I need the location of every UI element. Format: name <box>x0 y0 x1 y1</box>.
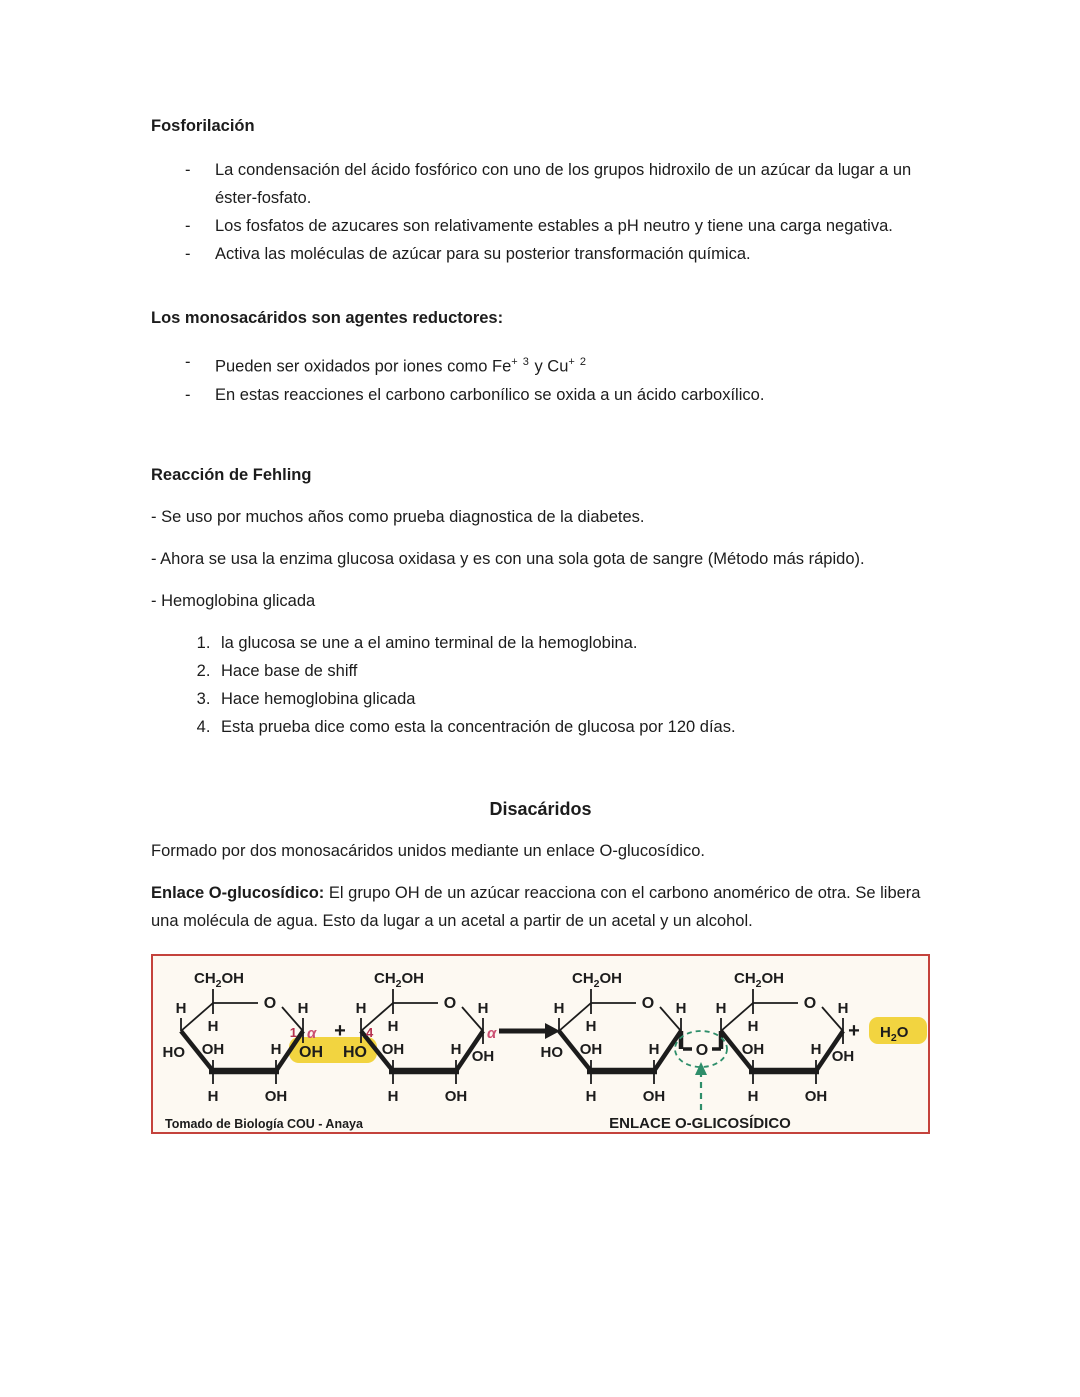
disacaridos-paragraph: Formado por dos monosacáridos unidos mediante un enlace O-glucosídico. <box>151 841 705 860</box>
atom-label: H <box>207 1087 219 1105</box>
atom-label: H <box>585 1017 597 1035</box>
list-item: 2. Hace base de shiff <box>215 657 930 685</box>
atom-label: OH <box>579 1040 603 1058</box>
atom-label: H <box>270 1040 282 1058</box>
atom-label: H <box>747 1017 759 1035</box>
ch2oh-label: $CH_2OH$ <box>374 969 425 990</box>
glycated-hemoglobin-steps <box>151 629 930 741</box>
carbon-number-label: 1 <box>289 1024 297 1040</box>
ring-oxygen-label: O <box>263 994 277 1012</box>
atom-label: OH <box>741 1040 765 1058</box>
ring-oxygen-label: O <box>443 994 457 1012</box>
atom-label: OH <box>642 1087 666 1105</box>
atom-label: OH <box>381 1040 405 1058</box>
glycosidic-oxygen-label: O <box>695 1041 709 1059</box>
atom-label: H <box>648 1040 660 1058</box>
ch2oh-label: $CH_2OH$ <box>194 969 245 990</box>
list-item: 1. la glucosa se une a el amino terminal de la hemoglobina. <box>215 629 930 657</box>
highlighted-ho-label: HO <box>343 1043 367 1061</box>
section-heading-fosforilacion: Fosforilación <box>151 117 255 135</box>
bond-name-label: ENLACE O-GLICOSÍDICO <box>609 1114 791 1132</box>
enlace-paragraph <box>151 879 930 935</box>
list-item: - En estas reacciones el carbono carbonílico se oxida a un ácido carboxílico. <box>185 381 930 409</box>
section-heading-reductores: Los monosacáridos son agentes reductores: <box>151 309 504 327</box>
plus-sign: + <box>334 1019 346 1042</box>
fehling-paragraph: - Ahora se usa la enzima glucosa oxidasa y es con una sola gota de sangre (Método más rápido). <box>151 549 865 568</box>
atom-label: H <box>747 1087 759 1105</box>
atom-label: H <box>387 1087 399 1105</box>
atom-label: H <box>297 999 309 1017</box>
highlighted-oh-label: OH <box>299 1043 323 1061</box>
carbon-number-label: 4 <box>366 1024 374 1040</box>
atom-label: OH <box>831 1047 855 1065</box>
list-item: - Los fosfatos de azucares son relativamente estables a pH neutro y tiene una carga negativa. <box>185 212 930 240</box>
ch2oh-label: $CH_2OH$ <box>572 969 623 990</box>
fosforilacion-list <box>151 156 930 268</box>
atom-label: H <box>553 999 565 1017</box>
atom-label: HO <box>540 1043 563 1061</box>
atom-label: H <box>355 999 367 1017</box>
fehling-paragraph: - Se uso por muchos años como prueba diagnostica de la diabetes. <box>151 507 645 526</box>
text-segment: El grupo OH de un azúcar reacciona con el carbono anomérico de otra. Se libera una molécula de agua. Esto da lugar a un acetal a partir de un acetal y un alcohol. <box>151 883 921 930</box>
alpha-anomer-label: α <box>307 1024 317 1042</box>
atom-label: OH <box>264 1087 288 1105</box>
superscript-ion-charge: + 2 <box>568 356 587 368</box>
text-segment: Pueden ser oxidados por iones como Fe <box>215 357 512 376</box>
atom-label: H <box>387 1017 399 1035</box>
text-segment: y Cu <box>529 357 569 376</box>
water-label: $H_2O$ <box>880 1023 909 1044</box>
atom-label: H <box>477 999 489 1017</box>
bold-lead-text: Enlace O-glucosídico: <box>151 883 325 902</box>
atom-label: OH <box>471 1047 495 1065</box>
disaccharide-figure <box>151 954 930 1134</box>
atom-label: H <box>837 999 849 1017</box>
atom-label: OH <box>444 1087 468 1105</box>
fehling-paragraph: - Hemoglobina glicada <box>151 591 316 610</box>
list-item: - La condensación del ácido fosfórico con uno de los grupos hidroxilo de un azúcar da lugar a un éster-fosfato. <box>185 156 930 212</box>
ch2oh-label: $CH_2OH$ <box>734 969 785 990</box>
source-note: Tomado de Biología COU - Anaya <box>165 1116 363 1131</box>
atom-label: OH <box>201 1040 225 1058</box>
atom-label: H <box>175 999 187 1017</box>
atom-label: H <box>715 999 727 1017</box>
atom-label: H <box>585 1087 597 1105</box>
atom-label: H <box>450 1040 462 1058</box>
atom-label: OH <box>804 1087 828 1105</box>
reaction-arrow-head <box>545 1023 560 1039</box>
list-item: 4. Esta prueba dice como esta la concentración de glucosa por 120 días. <box>215 713 930 741</box>
atom-label: H <box>675 999 687 1017</box>
atom-label: H <box>810 1040 822 1058</box>
list-item: - Activa las moléculas de azúcar para su posterior transformación química. <box>185 240 930 268</box>
atom-label: HO <box>162 1043 185 1061</box>
superscript-ion-charge: + 3 <box>511 356 530 368</box>
section-heading-disacaridos: Disacáridos <box>489 798 592 819</box>
bond-pointer-arrowhead <box>695 1062 707 1075</box>
glycosidic-bond-diagram <box>153 956 928 1132</box>
ring-oxygen-label: O <box>803 994 817 1012</box>
ring-oxygen-label: O <box>641 994 655 1012</box>
list-item: 3. Hace hemoglobina glicada <box>215 685 930 713</box>
alpha-anomer-label: α <box>487 1024 497 1042</box>
plus-sign: + <box>848 1019 860 1042</box>
atom-label: H <box>207 1017 219 1035</box>
list-item <box>185 348 930 381</box>
reductores-list <box>151 348 930 409</box>
section-heading-fehling: Reacción de Fehling <box>151 465 312 484</box>
